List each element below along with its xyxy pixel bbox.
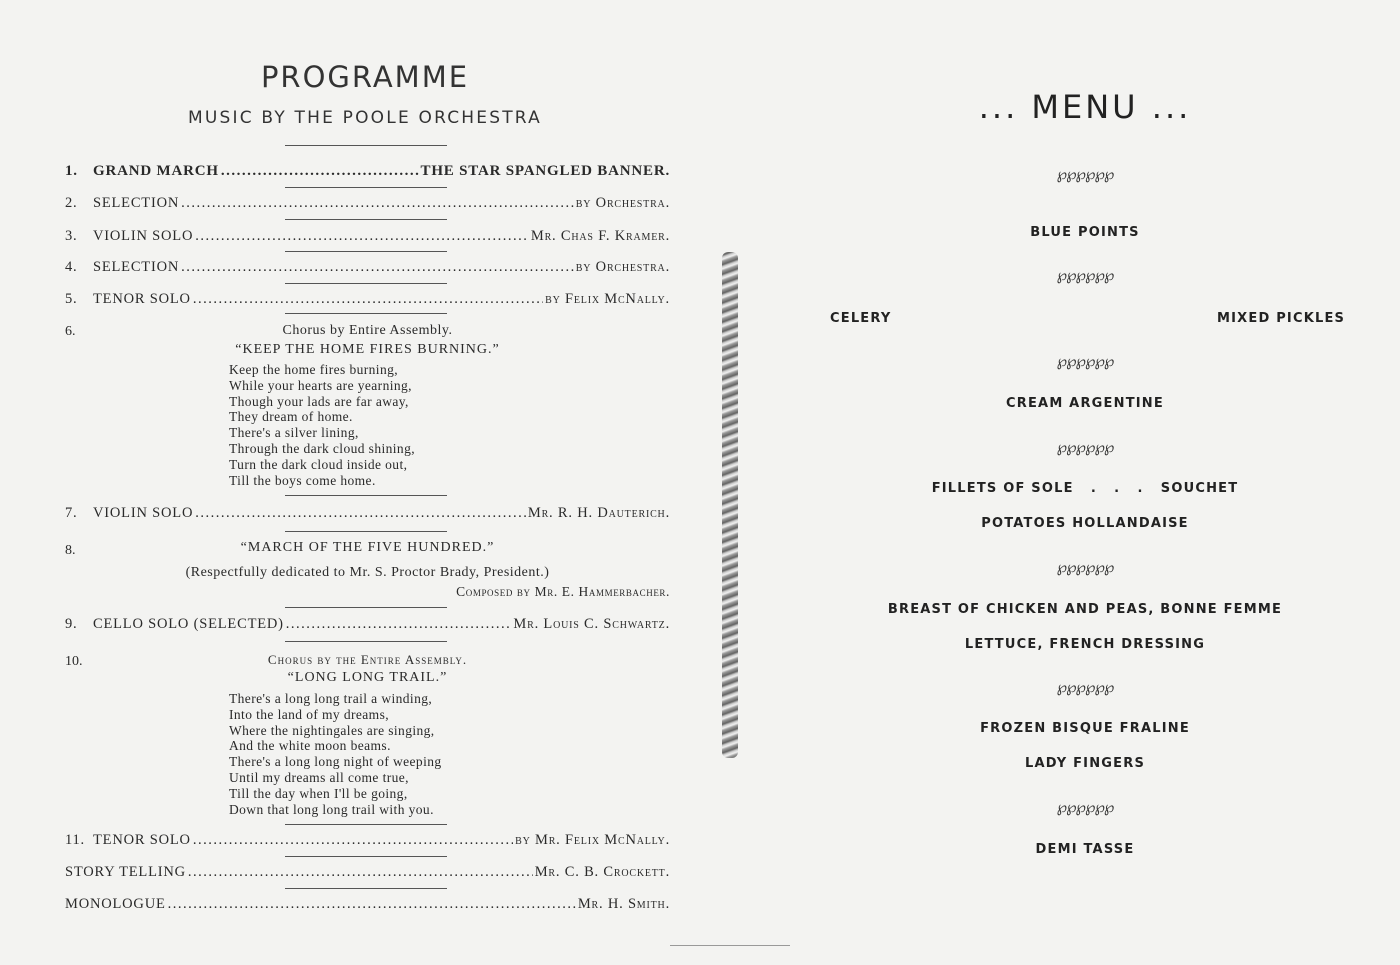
item-number: 2.	[65, 195, 78, 211]
item-performer: Mr. C. B. Crockett.	[534, 864, 670, 880]
menu-item-lettuce: LETTUCE, FRENCH DRESSING	[964, 637, 1206, 652]
item-title: MONOLOGUE	[65, 896, 166, 912]
programme-item-2	[65, 195, 670, 215]
programme-item-4	[65, 259, 670, 279]
divider-rule	[285, 824, 447, 825]
menu-item-potatoes-hollandaise: POTATOES HOLLANDAISE	[981, 516, 1189, 531]
item-title: STORY TELLING	[65, 864, 186, 880]
item-number: 1.	[65, 163, 78, 179]
item-performer: Mr. Louis C. Schwartz.	[513, 616, 670, 632]
ornament-flourish: ℘℘℘℘℘℘	[1056, 798, 1114, 816]
chorus-intro: Chorus by the Entire Assembly.	[267, 652, 468, 667]
item-number: 9.	[65, 616, 78, 632]
divider-rule	[285, 219, 447, 220]
programme-item-5	[65, 291, 670, 311]
item-number: 3.	[65, 228, 78, 244]
leader-dots	[221, 163, 419, 180]
song-verse	[229, 691, 442, 817]
verse-line: While your hearts are yearning,	[229, 377, 412, 393]
menu-item-frozen-bisque: FROZEN BISQUE FRALINE	[980, 721, 1190, 736]
item-number: 8.	[65, 543, 76, 558]
divider-rule	[285, 531, 447, 532]
verse-line: Though your lads are far away,	[229, 393, 409, 409]
menu-item-celery: CELERY	[830, 311, 892, 326]
programme-item-story-telling	[65, 864, 670, 884]
verse-line: Turn the dark cloud inside out,	[229, 456, 408, 472]
item-performer: Mr. R. H. Dauterich.	[527, 505, 670, 521]
item-performer: THE STAR SPANGLED BANNER.	[420, 163, 670, 179]
song-title: “KEEP THE HOME FIRES BURNING.”	[235, 342, 500, 357]
leader-dots	[193, 291, 543, 308]
programme-item-monologue	[65, 896, 670, 916]
song-title: “LONG LONG TRAIL.”	[287, 670, 448, 685]
verse-line: Keep the home fires burning,	[229, 362, 399, 377]
leader-dots	[188, 864, 533, 881]
verse-line: There's a long long trail a winding,	[229, 691, 433, 706]
item-title: VIOLIN SOLO	[93, 505, 194, 521]
fold-line	[670, 945, 790, 946]
verse-line: Into the land of my dreams,	[229, 706, 390, 722]
song-title: “MARCH OF THE FIVE HUNDRED.”	[240, 540, 495, 555]
item-performer: by Felix McNally.	[545, 291, 670, 307]
leader-dots	[181, 259, 574, 276]
divider-rule	[285, 187, 447, 188]
verse-line: Until my dreams all come true,	[229, 769, 409, 785]
verse-line: There's a silver lining,	[229, 425, 359, 441]
ornament-flourish: ℘℘℘℘℘℘	[1056, 165, 1114, 183]
menu-item-fillets-of-sole: FILLETS OF SOLE . . . SOUCHET	[931, 481, 1239, 496]
menu-item-breast-of-chicken: BREAST OF CHICKEN AND PEAS, BONNE FEMME	[887, 602, 1283, 617]
divider-rule	[285, 641, 447, 642]
item-title: GRAND MARCH	[93, 163, 219, 179]
item-performer: Mr. Chas F. Kramer.	[530, 228, 670, 244]
item-title: VIOLIN SOLO	[93, 228, 194, 244]
verse-line: Where the nightingales are singing,	[229, 722, 435, 738]
verse-line: There's a long long night of weeping	[229, 754, 442, 770]
programme-item-3	[65, 228, 670, 248]
leader-dots	[286, 616, 512, 633]
item-number: 4.	[65, 259, 78, 275]
divider-rule	[285, 888, 447, 889]
divider-rule	[285, 856, 447, 857]
divider-rule	[285, 495, 447, 496]
divider-rule	[285, 313, 447, 314]
menu-item-mixed-pickles: MIXED PICKLES	[1217, 311, 1346, 326]
leader-dots	[181, 195, 574, 212]
song-verse	[229, 362, 415, 488]
programme-item-1	[65, 163, 670, 183]
menu-item-lady-fingers: LADY FINGERS	[1024, 756, 1146, 771]
ornament-flourish: ℘℘℘℘℘℘	[1056, 678, 1114, 696]
ornament-flourish: ℘℘℘℘℘℘	[1056, 266, 1114, 284]
divider-rule	[285, 607, 447, 608]
chorus-intro: Chorus by Entire Assembly.	[282, 323, 453, 338]
item-number: 10.	[65, 654, 83, 669]
menu-item-cream-argentine: CREAM ARGENTINE	[1006, 396, 1164, 411]
item-title: TENOR SOLO	[93, 832, 191, 848]
divider-rule	[285, 283, 447, 284]
item-number: 7.	[65, 505, 78, 521]
leader-dots	[195, 228, 529, 245]
menu-item-demi-tasse: DEMI TASSE	[1035, 842, 1135, 857]
item-performer: by Mr. Felix McNally.	[515, 832, 670, 848]
item-number: 11.	[65, 832, 85, 848]
verse-line: Down that long long trail with you.	[229, 801, 434, 817]
verse-line: They dream of home.	[229, 409, 353, 425]
item-title: SELECTION	[93, 259, 180, 275]
divider-rule	[285, 145, 447, 146]
programme-title: PROGRAMME	[260, 60, 470, 94]
leader-dots	[168, 896, 576, 913]
item-performer: Mr. H. Smith.	[577, 896, 670, 912]
dedication: (Respectfully dedicated to Mr. S. Proctor Brady, President.)	[185, 565, 550, 580]
programme-item-9	[65, 616, 670, 636]
menu-item-blue-points: BLUE POINTS	[1030, 225, 1140, 240]
programme-subtitle: MUSIC BY THE POOLE ORCHESTRA	[188, 108, 542, 128]
programme-item-7	[65, 505, 670, 525]
item-title: SELECTION	[93, 195, 180, 211]
item-number: 5.	[65, 291, 78, 307]
programme-item-11	[65, 832, 670, 852]
composer-credit: Composed by Mr. E. Hammerbacher.	[456, 584, 670, 599]
ornament-flourish: ℘℘℘℘℘℘	[1056, 438, 1114, 456]
menu-title: ... MENU ...	[978, 88, 1192, 126]
verse-line: Till the day when I'll be going,	[229, 785, 408, 801]
leader-dots	[193, 832, 513, 849]
divider-rule	[285, 251, 447, 252]
verse-line: And the white moon beams.	[229, 738, 391, 754]
item-title: CELLO SOLO (SELECTED)	[93, 616, 284, 632]
item-performer: by Orchestra.	[575, 195, 670, 211]
ornament-flourish: ℘℘℘℘℘℘	[1056, 558, 1114, 576]
rope-divider	[722, 252, 738, 758]
leader-dots	[195, 505, 526, 522]
item-number: 6.	[65, 324, 76, 339]
ornament-flourish: ℘℘℘℘℘℘	[1056, 352, 1114, 370]
verse-line: Till the boys come home.	[229, 472, 376, 488]
item-performer: by Orchestra.	[575, 259, 670, 275]
item-title: TENOR SOLO	[93, 291, 191, 307]
verse-line: Through the dark cloud shining,	[229, 440, 415, 456]
